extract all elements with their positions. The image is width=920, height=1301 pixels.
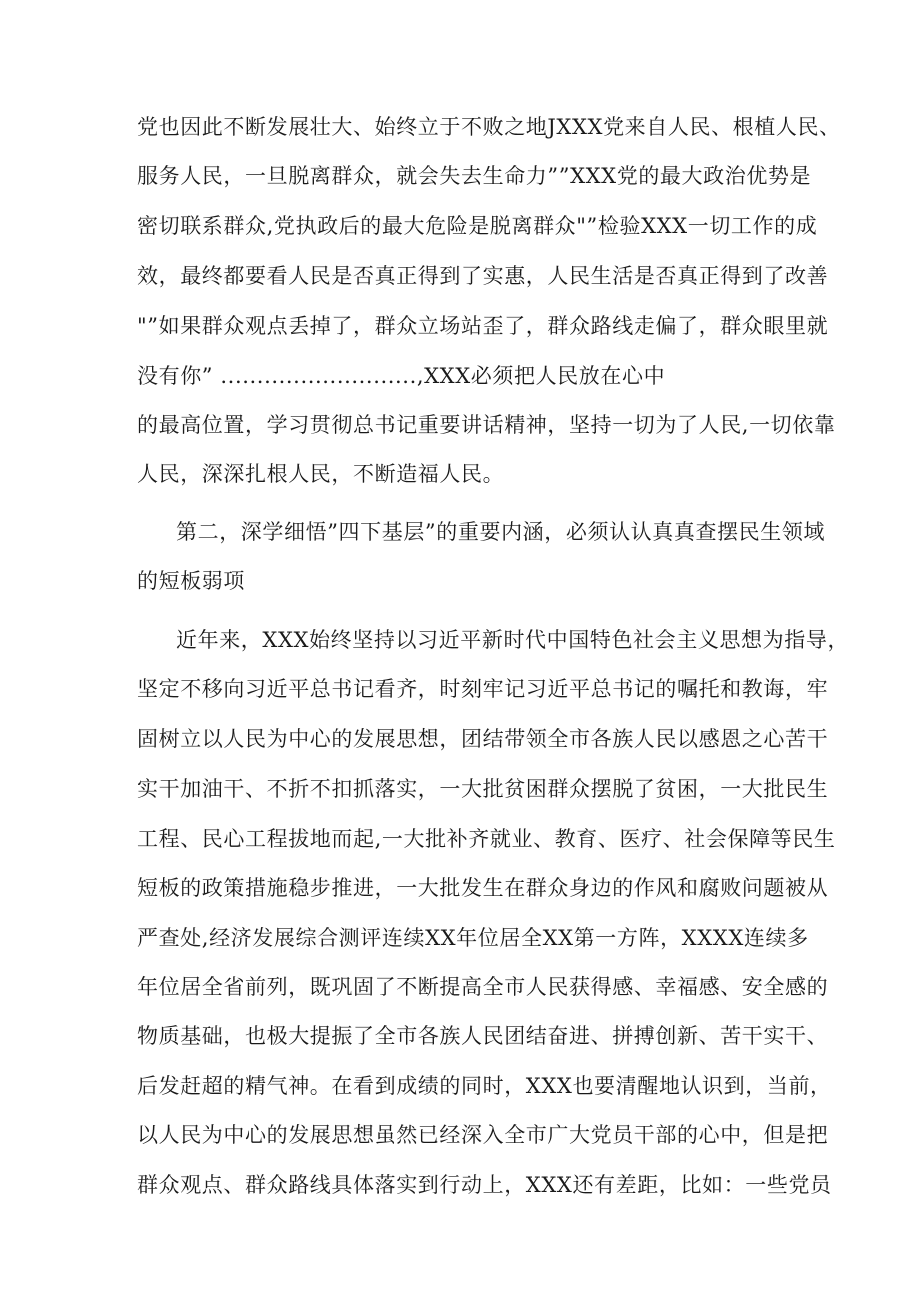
section-heading-line: 第二，深学细悟”四下基层”的重要内涵，必须认认真真查摆民生领域 bbox=[176, 520, 826, 544]
text-line: 严查处,经济发展综合测评连续XX年位居全XX第一方阵，XXXX连续多 bbox=[137, 926, 809, 950]
text-line: 人民，深深扎根人民，不断造福人民。 bbox=[137, 462, 505, 486]
text-line: 年位居全省前列，既巩固了不断提高全市人民获得感、幸福感、安全感的 bbox=[137, 975, 829, 999]
text-line: 后发赶超的精气神。在看到成绩的同时，XXX也要清醒地认识到，当前， bbox=[137, 1074, 832, 1098]
text-line: 近年来，XXX始终坚持以习近平新时代中国特色社会主义思想为指导， bbox=[176, 628, 850, 652]
text-line: 的最高位置，学习贯彻总书记重要讲话精神，坚持一切为了人民,一切依靠 bbox=[137, 413, 836, 437]
text-line: 坚定不移向习近平总书记看齐，时刻牢记习近平总书记的嘱托和教诲，牢 bbox=[137, 677, 829, 701]
text-line: 以人民为中心的发展思想虽然已经深入全市广大党员干部的心中，但是把 bbox=[137, 1123, 829, 1147]
text-line: 群众观点、群众路线具体落实到行动上，XXX还有差距，比如：一些党员 bbox=[137, 1173, 832, 1197]
text-line: 没有你” ...........................,XXX必须把人民放在心中 bbox=[137, 364, 666, 388]
section-heading-line: 的短板弱项 bbox=[137, 569, 245, 593]
text-line: 工程、民心工程拔地而起,一大批补齐就业、教育、医疗、社会保障等民生 bbox=[137, 827, 836, 851]
text-line: 短板的政策措施稳步推进，一大批发生在群众身边的作风和腐败问题被从 bbox=[137, 876, 829, 900]
text-line: "”如果群众观点丢掉了，群众立场站歪了，群众路线走偏了，群众眼里就 bbox=[137, 314, 829, 338]
text-line: 物质基础，也极大提振了全市各族人民团结奋进、拼搏创新、苦干实干、 bbox=[137, 1024, 829, 1048]
text-line: 服务人民，一旦脱离群众，就会失去生命力””XXX党的最大政治优势是 bbox=[137, 164, 812, 188]
text-line: 效，最终都要看人民是否真正得到了实惠，人民生活是否真正得到了改善 bbox=[137, 264, 829, 288]
text-line: 固树立以人民为中心的发展思想，团结带领全市各族人民以感恩之心苦干 bbox=[137, 727, 829, 751]
text-line: 密切联系群众,党执政后的最大危险是脱离群众"”检验XXX一切工作的成 bbox=[137, 214, 818, 238]
text-line: 实干加油干、不折不扣抓落实，一大批贫困群众摆脱了贫困，一大批民生 bbox=[137, 777, 829, 801]
text-line: 党也因此不断发展壮大、始终立于不败之地JXXX党来自人民、根植人民、 bbox=[137, 115, 841, 139]
